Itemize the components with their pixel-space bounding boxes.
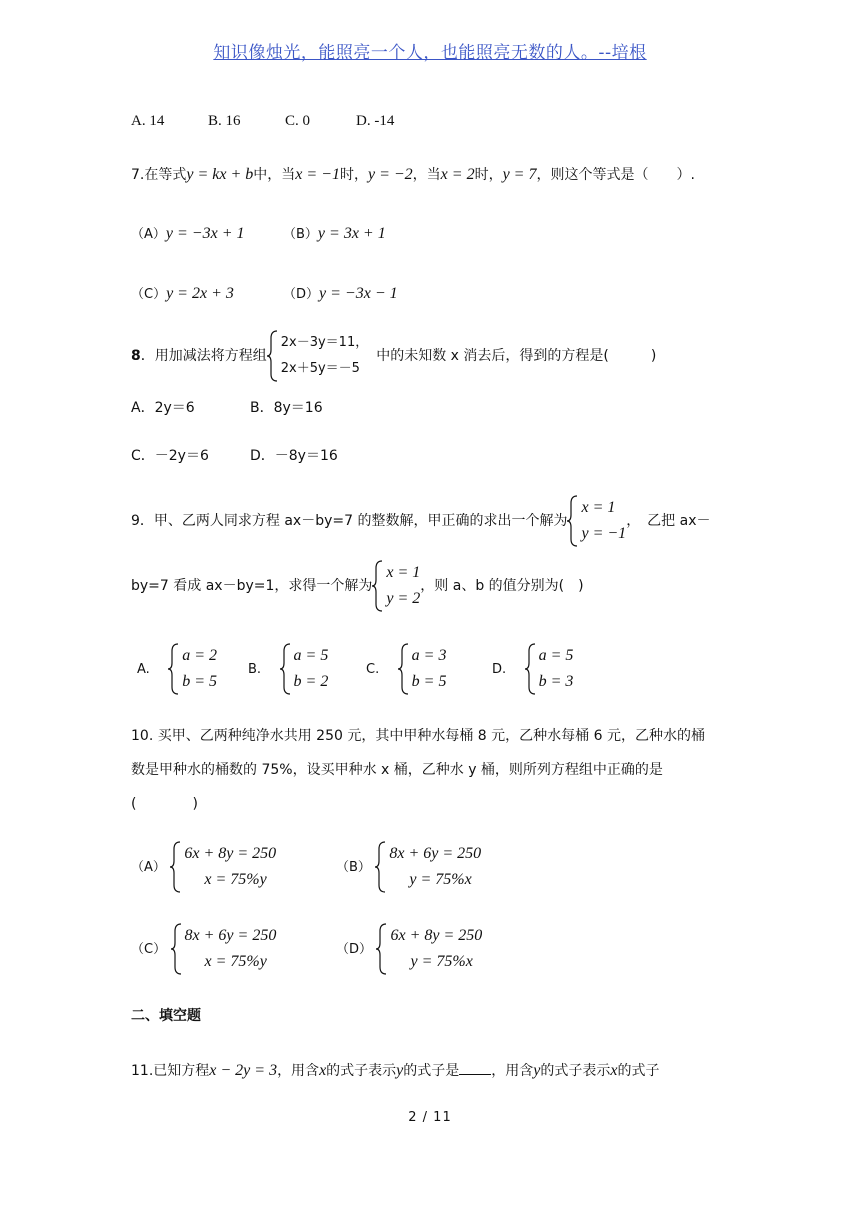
system-row: y = −1 — [581, 525, 627, 542]
system-row: 2x＋5y＝－5 — [280, 361, 360, 376]
system-row: b = 5 — [411, 673, 447, 690]
system-row: 6x + 8y = 250 — [390, 927, 483, 944]
q7-text: 7.在等式 — [131, 167, 187, 183]
system-row: x = 1 — [386, 564, 421, 581]
q9-text: by=7 看成 ax－by=1，求得一个解为 — [131, 578, 373, 594]
brace-icon — [168, 643, 180, 695]
q8-option-a: A．2y＝6 — [131, 400, 195, 416]
system-row: 8x + 6y = 250 — [184, 927, 277, 944]
q7-text: 时， — [339, 167, 368, 183]
question-10-line2: 数是甲种水的桶数的 75%，设买甲种水 x 桶，乙种水 y 桶，则所列方程组中正确的是 — [131, 762, 663, 778]
option-equation: y = 2x + 3 — [166, 285, 234, 302]
q10-option-c — [131, 923, 276, 975]
q7-condition: y = −2 — [367, 166, 413, 183]
q7-option-c — [131, 284, 234, 305]
q9-option-c — [366, 643, 446, 695]
q11-variable: x — [319, 1062, 327, 1079]
q9-option-a — [137, 643, 217, 695]
option-system — [171, 923, 277, 975]
q8-text: ．用加减法将方程组 — [140, 348, 267, 364]
header-quote: 知识像烛光，能照亮一个人，也能照亮无数的人。--培根 — [213, 43, 647, 63]
brace-icon — [567, 495, 579, 547]
system-row: 8x + 6y = 250 — [389, 845, 482, 862]
q9-solution-1 — [567, 495, 626, 547]
q9-option-b — [248, 643, 328, 695]
q7-option-b — [283, 224, 386, 245]
q7-text: ，当 — [412, 167, 441, 183]
option-system — [170, 841, 276, 893]
system-row: x = 1 — [581, 499, 616, 516]
q11-variable: x — [610, 1062, 618, 1079]
option-label: （C） — [131, 942, 167, 957]
option-system — [376, 923, 482, 975]
q11-text: ，用含 — [277, 1063, 320, 1079]
system-row: 6x + 8y = 250 — [184, 845, 277, 862]
page-number: 2 / 11 — [408, 1110, 452, 1125]
q7-text: ，则这个等式是（ ）. — [536, 167, 695, 183]
q6-option-a: A. 14 — [131, 113, 165, 129]
option-equation: y = −3x + 1 — [165, 225, 245, 242]
option-label: （A） — [131, 860, 166, 875]
q8-option-c: C．－2y＝6 — [131, 448, 209, 464]
system-row: x = 75%y — [204, 953, 267, 970]
q7-condition: x = −1 — [295, 166, 340, 183]
brace-icon — [280, 643, 292, 695]
option-system — [398, 643, 447, 695]
q11-text: 11.已知方程 — [131, 1063, 210, 1079]
system-row: a = 2 — [182, 647, 218, 664]
q10-option-d — [336, 923, 482, 975]
q11-variable: y — [396, 1062, 404, 1079]
q6-option-d: D. -14 — [356, 113, 395, 129]
q10-option-a — [131, 841, 276, 893]
q9-text: 9．甲、乙两人同求方程 ax－by=7 的整数解，甲正确的求出一个解为 — [131, 513, 568, 529]
q11-text: ，用含 — [491, 1063, 534, 1079]
q6-option-b: B. 16 — [208, 113, 241, 129]
q7-text: 时， — [474, 167, 503, 183]
system-row: b = 5 — [182, 673, 218, 690]
q8-option-b: B．8y＝16 — [250, 400, 323, 416]
system-row: y = 2 — [386, 590, 421, 607]
option-label: （D） — [336, 942, 373, 957]
question-9-line2 — [131, 560, 584, 612]
brace-icon — [372, 560, 384, 612]
question-10-line1: 10. 买甲、乙两种纯净水共用 250 元，其中甲种水每桶 8 元，乙种水每桶 6 元，乙种水的桶 — [131, 728, 705, 744]
brace-icon — [375, 841, 387, 893]
option-label: B. — [248, 662, 262, 677]
q8-number: 8 — [131, 348, 141, 364]
q7-text: 中，当 — [253, 167, 296, 183]
option-equation: y = −3x − 1 — [319, 285, 398, 302]
question-7 — [131, 165, 695, 185]
section-heading: 二、填空题 — [131, 1008, 201, 1024]
system-row: y = 75%x — [409, 871, 472, 888]
option-label: D. — [492, 662, 507, 677]
q8-option-d: D．－8y＝16 — [250, 448, 338, 464]
q8-text: 中的未知数 x 消去后，得到的方程是( ) — [376, 348, 657, 364]
q11-text: 的式子表示 — [540, 1063, 611, 1079]
option-label: （C） — [131, 287, 167, 302]
q10-option-b — [336, 841, 481, 893]
option-label: （B） — [336, 860, 371, 875]
q9-text: ， 乙把 ax－ — [626, 513, 711, 529]
option-system — [280, 643, 329, 695]
option-system — [525, 643, 574, 695]
brace-icon — [376, 923, 388, 975]
q7-condition: y = 7 — [502, 166, 537, 183]
option-label: （A） — [131, 227, 166, 242]
system-row: x = 75%y — [204, 871, 267, 888]
q7-condition: x = 2 — [440, 166, 475, 183]
system-row: a = 5 — [293, 647, 329, 664]
brace-icon — [267, 330, 279, 382]
q11-text: 的式子是 — [403, 1063, 460, 1079]
q7-equation: y = kx + b — [186, 166, 254, 183]
system-row: 2x－3y＝11， — [280, 335, 369, 350]
q11-text: 的式子 — [617, 1063, 660, 1079]
answer-blank[interactable] — [459, 1060, 491, 1075]
option-label: C. — [366, 662, 380, 677]
q9-text: ，则 a、b 的值分别为( ) — [420, 578, 584, 594]
question-8 — [131, 330, 656, 382]
question-10-line3: ( ) — [131, 796, 198, 812]
brace-icon — [525, 643, 537, 695]
q11-text: 的式子表示 — [326, 1063, 397, 1079]
q7-option-d — [283, 284, 398, 305]
question-9-line1 — [131, 495, 711, 547]
q6-option-c: C. 0 — [285, 113, 311, 129]
system-row: b = 3 — [538, 673, 574, 690]
option-label: （D） — [283, 287, 320, 302]
system-row: a = 5 — [538, 647, 574, 664]
system-row: b = 2 — [293, 673, 329, 690]
system-row: y = 75%x — [410, 953, 473, 970]
option-system — [168, 643, 217, 695]
q11-equation: x − 2y = 3 — [209, 1062, 278, 1079]
option-equation: y = 3x + 1 — [317, 225, 386, 242]
option-label: （B） — [283, 227, 318, 242]
brace-icon — [171, 923, 183, 975]
brace-icon — [170, 841, 182, 893]
q11-variable: y — [533, 1062, 541, 1079]
system-row: a = 3 — [411, 647, 447, 664]
q8-equation-system — [267, 330, 368, 382]
q9-option-d — [492, 643, 573, 695]
q9-solution-2 — [372, 560, 420, 612]
option-system — [375, 841, 481, 893]
question-11 — [131, 1060, 660, 1081]
q7-option-a — [131, 224, 245, 245]
option-label: A. — [137, 662, 150, 677]
brace-icon — [398, 643, 410, 695]
